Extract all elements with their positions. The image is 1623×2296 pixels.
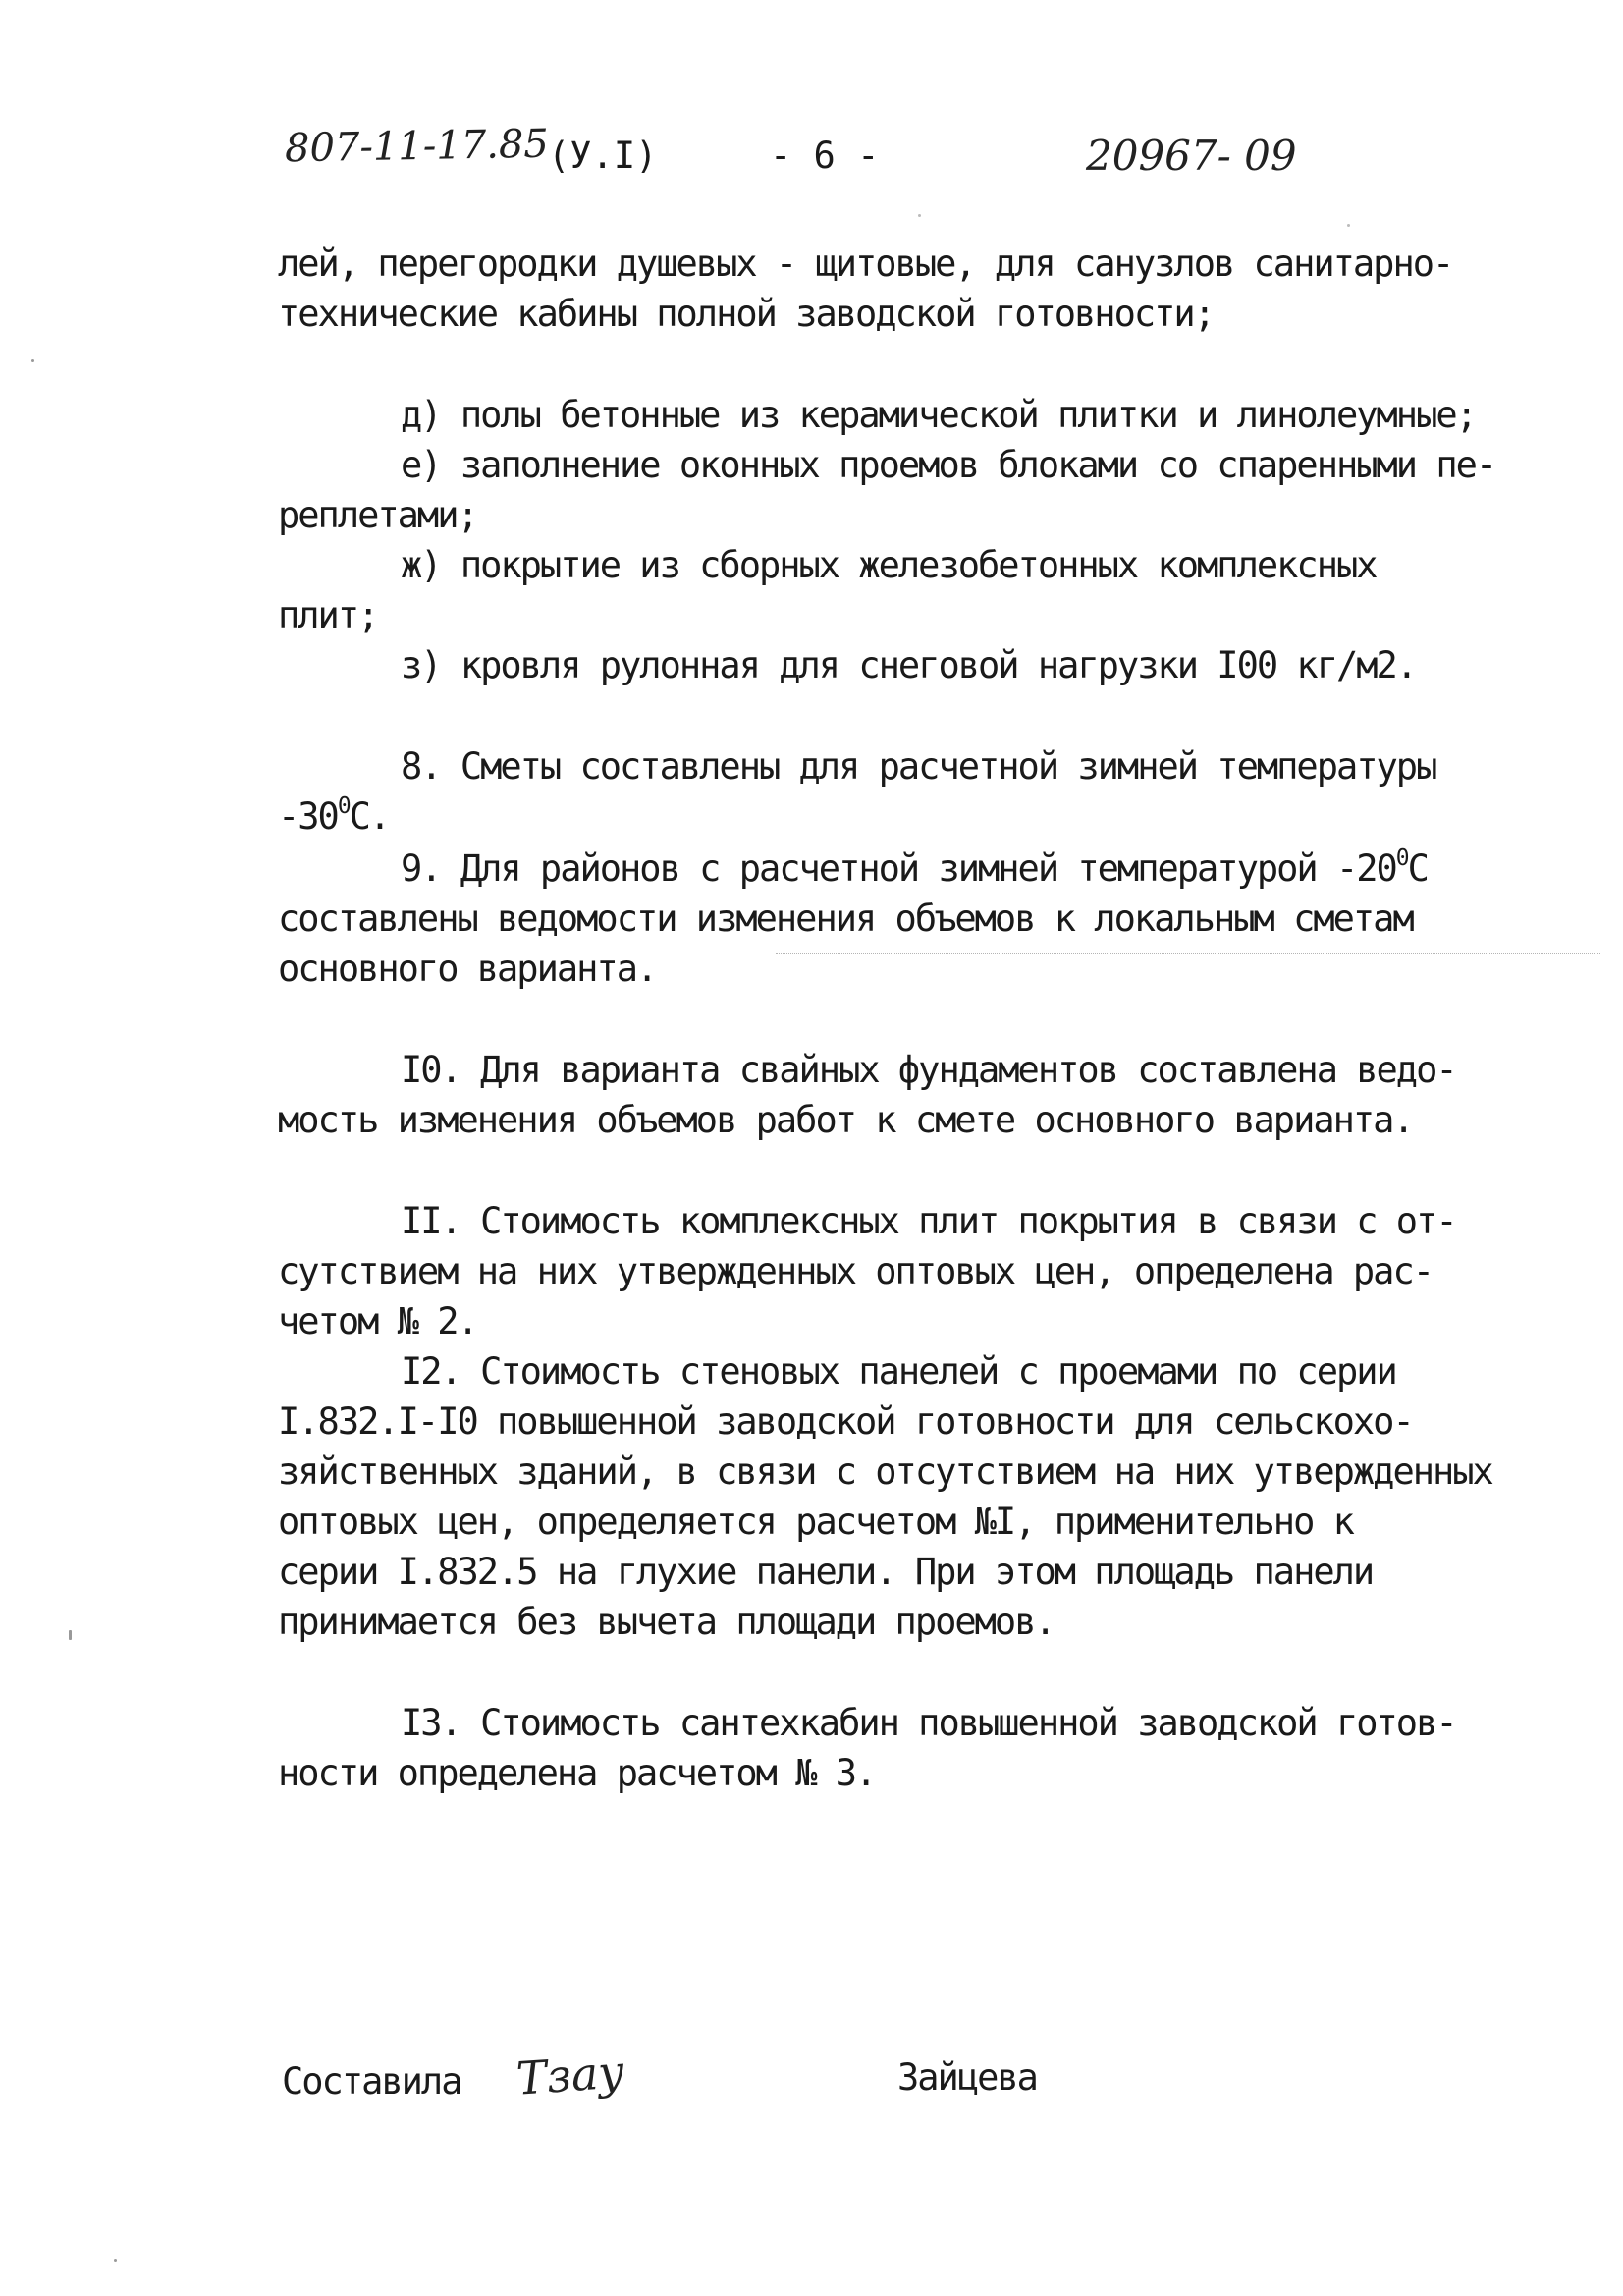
list-item-d: д) полы бетонные из керамической плитки и линолеумные; xyxy=(401,394,1476,436)
scan-speck xyxy=(69,1630,72,1640)
text-line: принимается без вычета площади проемов. xyxy=(278,1601,1055,1643)
text-line: мость изменения объемов работ к смете основного варианта. xyxy=(278,1099,1413,1141)
text-line: I.832.I-I0 повышенной заводской готовности для сельскохо- xyxy=(278,1400,1413,1443)
list-item-z: з) кровля рулонная для снеговой нагрузки I00 кг/м2. xyxy=(401,644,1417,686)
text-line: ности определена расчетом № 3. xyxy=(278,1752,876,1794)
text-line: составлены ведомости изменения объемов к локальным сметам xyxy=(278,898,1413,940)
scan-speck xyxy=(1347,224,1350,227)
text-line: $-30^0С$. xyxy=(278,793,390,838)
scan-speck xyxy=(114,2259,117,2262)
text-line: зяйственных зданий, в связи с отсутствием на них утвержденных xyxy=(278,1450,1492,1493)
text-line: основного варианта. xyxy=(278,948,657,990)
series-code: 807-11-17.85 xyxy=(284,121,550,172)
volume-label: (У.I) xyxy=(548,135,658,177)
signature-label: Составила xyxy=(282,2060,461,2103)
text-line: плит; xyxy=(278,594,378,636)
paragraph-10: I0. Для варианта свайных фундаментов составлена ведо- xyxy=(401,1049,1456,1091)
handwritten-signature: Тзау xyxy=(514,2045,626,2105)
text-line: технические кабины полной заводской готовности; xyxy=(278,293,1214,335)
text-line: четом № 2. xyxy=(278,1300,477,1342)
text-line: серии I.832.5 на глухие панели. При этом площадь панели xyxy=(278,1551,1374,1593)
paragraph-9: 9. Для районов с расчетной зимней температурой $-20^0С$ xyxy=(401,845,1428,890)
text-line: реплетами; xyxy=(278,494,477,536)
scan-speck xyxy=(918,214,921,217)
paragraph-8: 8. Сметы составлены для расчетной зимней температуры xyxy=(401,745,1436,788)
paragraph-11: II. Стоимость комплексных плит покрытия в связи с от- xyxy=(401,1200,1456,1242)
signer-name: Зайцева xyxy=(897,2056,1037,2099)
text-line: сутствием на них утвержденных оптовых цен, определена рас- xyxy=(278,1250,1434,1292)
paragraph-13: I3. Стоимость сантехкабин повышенной заводской готов- xyxy=(401,1702,1456,1744)
document-number: 20967- 09 xyxy=(1086,132,1297,180)
dotted-rule xyxy=(776,953,1600,954)
text-line: лей, перегородки душевых - щитовые, для санузлов санитарно- xyxy=(278,243,1453,285)
text-line: оптовых цен, определяется расчетом №I, применительно к xyxy=(278,1501,1353,1543)
scan-speck xyxy=(31,359,34,362)
list-item-zh: ж) покрытие из сборных железобетонных комплексных xyxy=(401,544,1377,586)
paragraph-12: I2. Стоимость стеновых панелей с проемами по серии xyxy=(401,1350,1396,1393)
list-item-e: е) заполнение оконных проемов блоками со спаренными пе- xyxy=(401,444,1496,486)
page-number: - 6 - xyxy=(770,135,880,177)
